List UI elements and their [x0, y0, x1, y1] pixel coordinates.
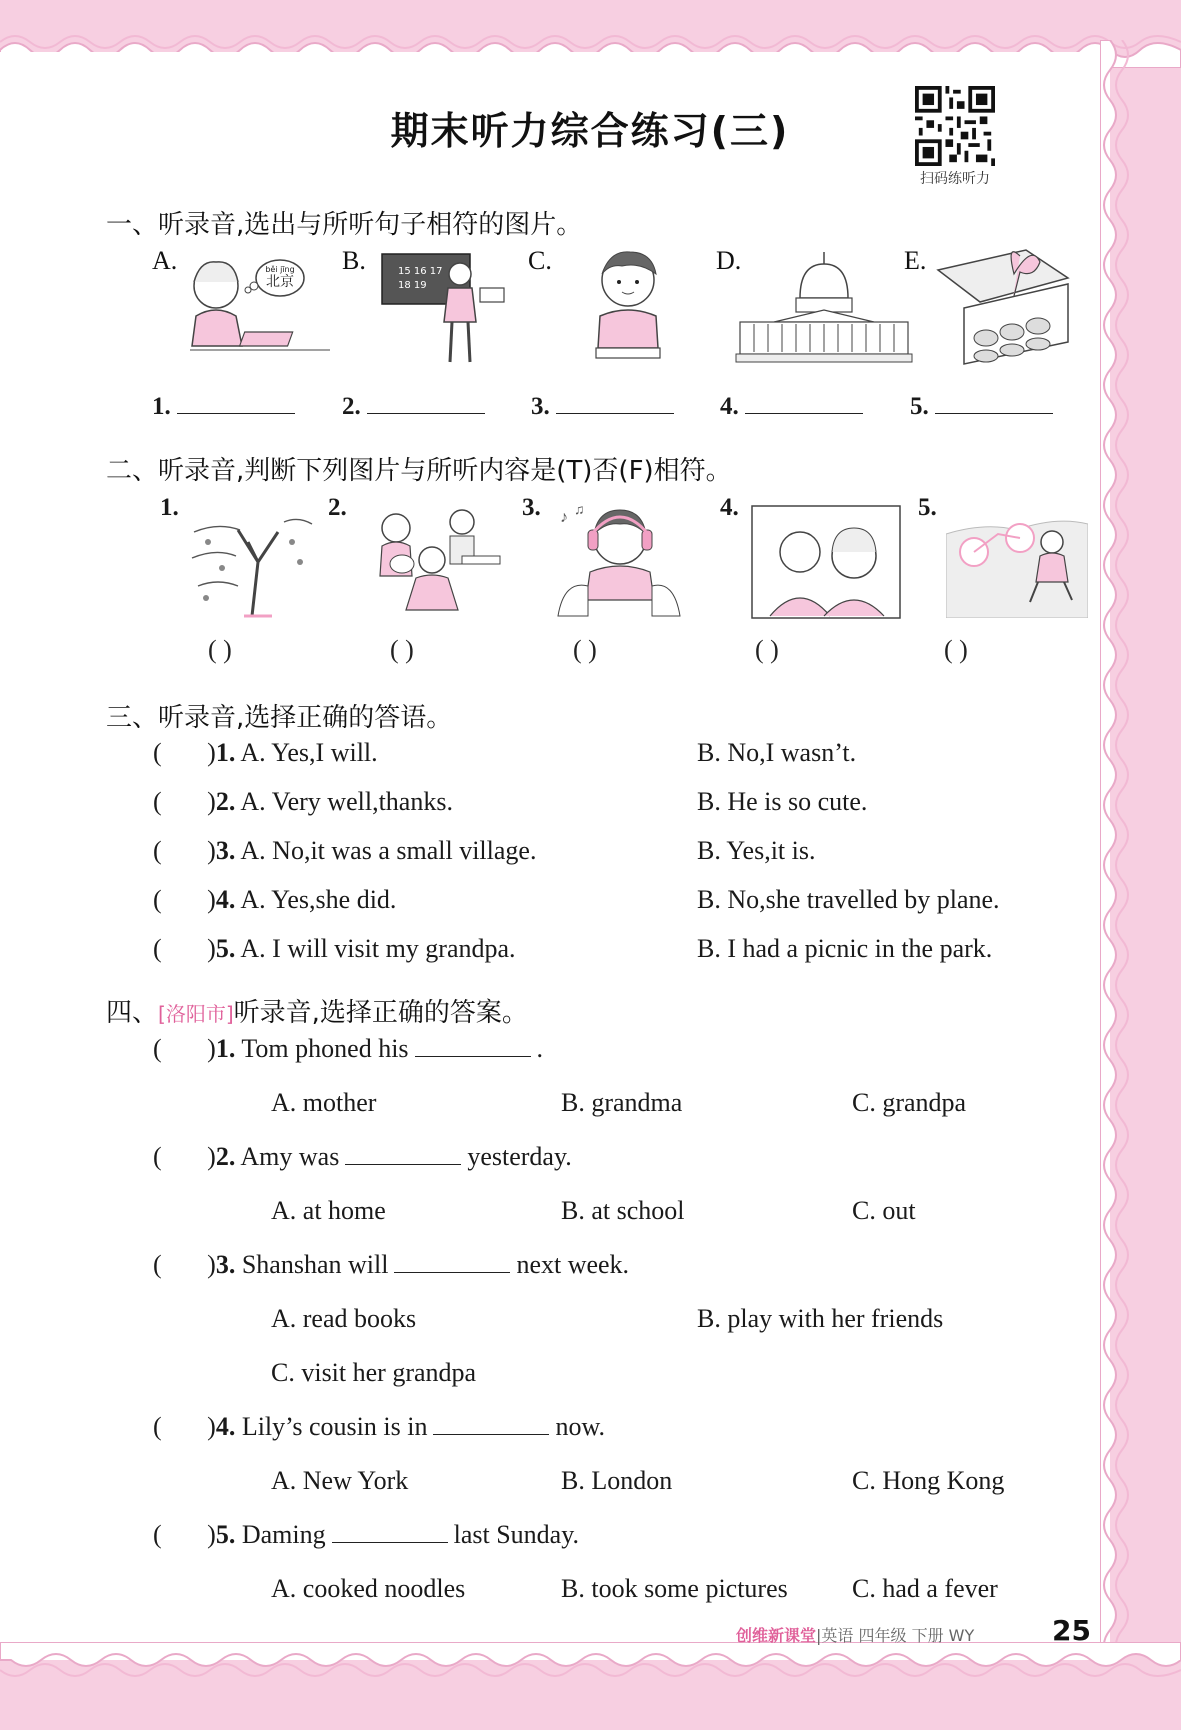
s4-number-2: 2. — [215, 1142, 236, 1171]
s4-number-5: 5. — [215, 1520, 236, 1549]
page-title: 期末听力综合练习(三) — [390, 109, 790, 153]
tf-answer-4[interactable]: ( ) — [755, 635, 779, 664]
blank-line-4[interactable] — [745, 392, 863, 414]
section4-title: 听录音,选择正确的答案。 — [233, 998, 528, 1028]
s4-q3-option-b: B. play with her friends — [697, 1304, 944, 1333]
region-tag: [洛阳市] — [158, 1002, 234, 1026]
option-letter-b: B. — [342, 246, 366, 275]
answer-blank-2[interactable] — [342, 392, 485, 421]
right-wave-border — [1100, 40, 1140, 1660]
s4-q2-option-b: B. at school — [561, 1196, 685, 1225]
svg-text:♫: ♫ — [574, 503, 585, 518]
s4-q5-option-a: A. cooked noodles — [271, 1574, 466, 1603]
s4-number-4: 4. — [215, 1412, 236, 1441]
s3-row-2 — [153, 787, 453, 817]
blank-line-2[interactable] — [367, 392, 485, 414]
s4-q4-blank[interactable] — [433, 1415, 549, 1435]
s3-option-b-4: B. No,she travelled by plane. — [697, 885, 1000, 914]
option-letter-e: E. — [904, 246, 927, 275]
s3-option-b-1: B. No,I wasn’t. — [697, 738, 857, 767]
board-numbers-1: 15 16 17 — [398, 266, 443, 277]
s3-option-a-1: A. Yes,I will. — [240, 738, 378, 767]
footer-info — [736, 1623, 974, 1646]
answer-blank-1[interactable] — [152, 392, 295, 421]
section2-heading: 二、听录音,判断下列图片与所听内容是(T)否(F)相符。 — [106, 456, 732, 486]
tf-answer-3[interactable]: ( ) — [573, 635, 597, 664]
beijing-label: 北京 — [266, 274, 294, 290]
picture-c-boy-writing — [578, 244, 678, 366]
s4-question-2 — [153, 1142, 572, 1172]
picture-girl-headphones — [554, 500, 684, 622]
s4-q4-option-c: C. Hong Kong — [852, 1466, 1005, 1495]
s3-option-a-4: A. Yes,she did. — [240, 885, 397, 914]
s4-question-1 — [153, 1034, 543, 1064]
picture-girl-bicycle — [946, 504, 1088, 618]
s4-q2-option-a: A. at home — [271, 1196, 386, 1225]
s3-option-a-2: A. Very well,thanks. — [240, 787, 453, 816]
s4-paren-3[interactable]: ( ) — [153, 1250, 216, 1279]
s4-q2-option-c: C. out — [852, 1196, 916, 1225]
s3-option-b-2: B. He is so cute. — [697, 787, 868, 816]
qr-code-icon[interactable] — [915, 86, 995, 166]
s4-q4-option-b: B. London — [561, 1466, 673, 1495]
section3-heading: 三、听录音,选择正确的答语。 — [106, 703, 453, 733]
footer-subject: |英语 四年级 下册 WY — [816, 1626, 975, 1645]
picture-a-grandma-beijing — [180, 246, 340, 361]
picture-e-gift-box — [936, 248, 1072, 368]
s4-question-3 — [153, 1250, 629, 1280]
answer-blank-5[interactable] — [910, 392, 1053, 421]
answer-blank-3[interactable] — [531, 392, 674, 421]
s4-q3-option-a: A. read books — [271, 1304, 417, 1333]
tf-answer-5[interactable]: ( ) — [944, 635, 968, 664]
s3-number-3: 3. — [215, 836, 236, 865]
s3-paren-2[interactable]: ( ) — [153, 787, 216, 816]
s4-q4-post: now. — [555, 1412, 606, 1441]
s3-paren-4[interactable]: ( ) — [153, 885, 216, 914]
s3-paren-1[interactable]: ( ) — [153, 738, 216, 767]
option-letter-d: D. — [716, 246, 742, 275]
s4-q5-option-b: B. took some pictures — [561, 1574, 788, 1603]
s4-paren-5[interactable]: ( ) — [153, 1520, 216, 1549]
s2-number-3: 3. — [522, 494, 541, 521]
s4-q1-option-a: A. mother — [271, 1088, 377, 1117]
blank-line-3[interactable] — [556, 392, 674, 414]
s3-number-5: 5. — [215, 934, 236, 963]
qr-caption: 扫码练听力 — [920, 171, 990, 187]
s4-q5-blank[interactable] — [332, 1523, 448, 1543]
section4-prefix: 四、 — [106, 998, 159, 1028]
picture-b-teacher-blackboard — [380, 252, 510, 367]
s4-q1-text: Tom phoned his — [241, 1034, 409, 1063]
s3-row-5 — [153, 934, 516, 964]
blank-number-4: 4. — [720, 393, 739, 420]
s4-q1-option-b: B. grandma — [561, 1088, 683, 1117]
s4-q2-post: yesterday. — [467, 1142, 572, 1171]
s3-option-b-5: B. I had a picnic in the park. — [697, 934, 993, 963]
s4-q5-option-c: C. had a fever — [852, 1574, 998, 1603]
option-letter-a: A. — [152, 246, 178, 275]
option-letter-c: C. — [528, 246, 552, 275]
blank-number-2: 2. — [342, 393, 361, 420]
s4-number-3: 3. — [215, 1250, 236, 1279]
page-number: 25 — [1052, 1614, 1091, 1647]
s4-q3-blank[interactable] — [394, 1253, 510, 1273]
s3-paren-3[interactable]: ( ) — [153, 836, 216, 865]
s4-q4-option-a: A. New York — [271, 1466, 409, 1495]
s3-row-1 — [153, 738, 378, 768]
blank-number-3: 3. — [531, 393, 550, 420]
footer-brand: 创维新课堂 — [736, 1626, 817, 1645]
s3-number-2: 2. — [215, 787, 236, 816]
s3-paren-5[interactable]: ( ) — [153, 934, 216, 963]
s4-q3-post: next week. — [516, 1250, 630, 1279]
s4-q4-text: Lily’s cousin is in — [241, 1412, 428, 1441]
s4-paren-1[interactable]: ( ) — [153, 1034, 216, 1063]
s4-q5-post: last Sunday. — [453, 1520, 580, 1549]
blank-line-1[interactable] — [177, 392, 295, 414]
s2-number-2: 2. — [328, 494, 347, 521]
s4-q2-blank[interactable] — [345, 1145, 461, 1165]
s2-number-4: 4. — [720, 494, 739, 521]
s4-paren-4[interactable]: ( ) — [153, 1412, 216, 1441]
s4-q1-option-c: C. grandpa — [852, 1088, 967, 1117]
s3-number-1: 1. — [215, 738, 236, 767]
s4-q1-blank[interactable] — [415, 1037, 531, 1057]
blank-number-1: 1. — [152, 393, 171, 420]
bottom-wave-border — [0, 1642, 1181, 1682]
s4-question-5 — [153, 1520, 579, 1550]
s4-number-1: 1. — [215, 1034, 236, 1063]
s4-q3-option-c: C. visit her grandpa — [271, 1358, 477, 1387]
s3-option-b-3: B. Yes,it is. — [697, 836, 816, 865]
section4-heading — [106, 992, 528, 1029]
s4-q1-post: . — [536, 1034, 544, 1063]
s4-question-4 — [153, 1412, 605, 1442]
tf-answer-1[interactable]: ( ) — [208, 635, 232, 664]
s3-row-4 — [153, 885, 396, 915]
answer-blank-4[interactable] — [720, 392, 863, 421]
blank-line-5[interactable] — [935, 392, 1053, 414]
svg-text:♪: ♪ — [560, 509, 568, 526]
s4-q5-text: Daming — [241, 1520, 326, 1549]
blank-number-5: 5. — [910, 393, 929, 420]
s4-paren-2[interactable]: ( ) — [153, 1142, 216, 1171]
pinyin-label: běi jīng — [265, 265, 295, 274]
s4-q2-text: Amy was — [240, 1142, 340, 1171]
board-numbers-2: 18 19 — [398, 280, 427, 291]
section1-heading: 一、听录音,选出与所听句子相符的图片。 — [106, 210, 583, 240]
picture-d-capitol-building — [734, 250, 914, 368]
s4-q3-text: Shanshan will — [241, 1250, 389, 1279]
picture-grandparents-portrait — [750, 504, 902, 620]
picture-windy-tree — [188, 502, 318, 618]
tf-answer-2[interactable]: ( ) — [390, 635, 414, 664]
s3-row-3 — [153, 836, 536, 866]
picture-kids-music — [366, 502, 506, 620]
s3-option-a-5: A. I will visit my grandpa. — [240, 934, 516, 963]
s2-number-1: 1. — [160, 494, 179, 521]
s3-option-a-3: A. No,it was a small village. — [240, 836, 537, 865]
s2-number-5: 5. — [918, 494, 937, 521]
s3-number-4: 4. — [215, 885, 236, 914]
